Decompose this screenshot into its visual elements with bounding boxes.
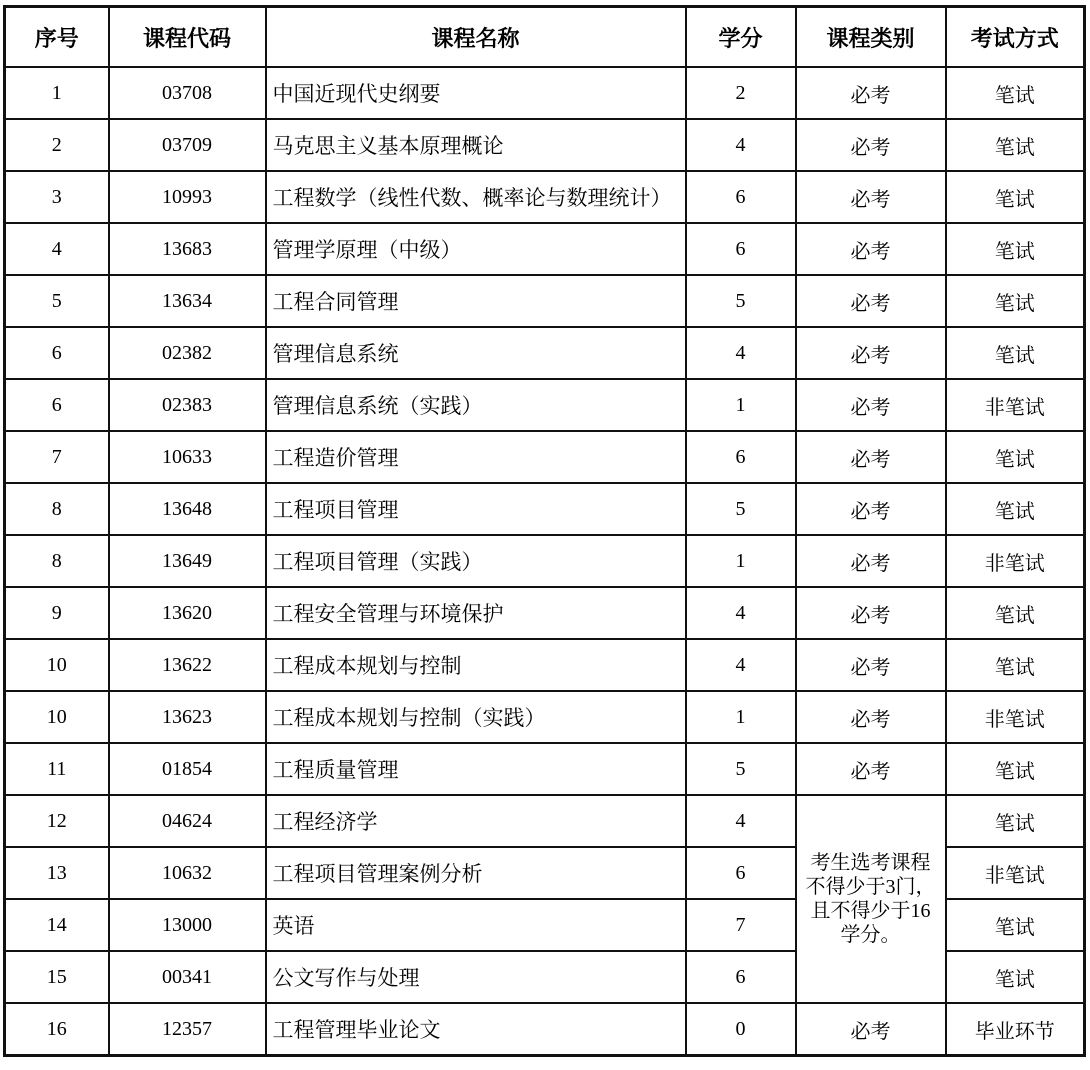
cell-seq: 6	[5, 327, 109, 379]
cell-credits: 5	[686, 483, 796, 535]
cell-seq: 9	[5, 587, 109, 639]
cell-name: 工程质量管理	[266, 743, 686, 795]
cell-credits: 1	[686, 535, 796, 587]
cell-code: 10633	[109, 431, 266, 483]
cell-seq: 12	[5, 795, 109, 847]
table-row	[5, 431, 1085, 483]
cell-code: 12357	[109, 1003, 266, 1056]
cell-credits: 4	[686, 639, 796, 691]
cell-credits: 6	[686, 431, 796, 483]
cell-seq: 5	[5, 275, 109, 327]
cell-category: 必考	[796, 171, 946, 223]
cell-category: 必考	[796, 1003, 946, 1056]
cell-code: 04624	[109, 795, 266, 847]
cell-exam: 笔试	[946, 67, 1085, 119]
cell-name: 工程成本规划与控制	[266, 639, 686, 691]
cell-exam: 笔试	[946, 119, 1085, 171]
cell-credits: 4	[686, 587, 796, 639]
cell-exam: 非笔试	[946, 691, 1085, 743]
header-credits: 学分	[686, 7, 796, 68]
cell-category: 必考	[796, 639, 946, 691]
table-row	[5, 379, 1085, 431]
cell-seq: 16	[5, 1003, 109, 1056]
cell-seq: 10	[5, 691, 109, 743]
cell-credits: 4	[686, 119, 796, 171]
header-row	[5, 7, 1085, 68]
cell-category: 必考	[796, 119, 946, 171]
cell-name: 工程项目管理	[266, 483, 686, 535]
table-row	[5, 639, 1085, 691]
cell-category: 必考	[796, 275, 946, 327]
table-row	[5, 587, 1085, 639]
cell-name: 英语	[266, 899, 686, 951]
cell-code: 13648	[109, 483, 266, 535]
cell-exam: 笔试	[946, 951, 1085, 1003]
cell-exam: 笔试	[946, 639, 1085, 691]
table-row	[5, 535, 1085, 587]
table-row	[5, 327, 1085, 379]
cell-exam: 笔试	[946, 327, 1085, 379]
cell-seq: 7	[5, 431, 109, 483]
cell-seq: 10	[5, 639, 109, 691]
cell-name: 工程项目管理（实践）	[266, 535, 686, 587]
cell-exam: 笔试	[946, 899, 1085, 951]
cell-code: 13634	[109, 275, 266, 327]
cell-category: 必考	[796, 587, 946, 639]
cell-exam: 非笔试	[946, 535, 1085, 587]
cell-credits: 1	[686, 691, 796, 743]
cell-category: 必考	[796, 67, 946, 119]
header-category: 课程类别	[796, 7, 946, 68]
cell-seq: 15	[5, 951, 109, 1003]
cell-seq: 13	[5, 847, 109, 899]
cell-code: 03709	[109, 119, 266, 171]
cell-credits: 2	[686, 67, 796, 119]
cell-name: 中国近现代史纲要	[266, 67, 686, 119]
cell-seq: 2	[5, 119, 109, 171]
cell-category: 必考	[796, 379, 946, 431]
course-table	[3, 5, 1086, 1057]
cell-seq: 1	[5, 67, 109, 119]
cell-name: 马克思主义基本原理概论	[266, 119, 686, 171]
cell-credits: 6	[686, 847, 796, 899]
cell-seq: 8	[5, 535, 109, 587]
cell-code: 02383	[109, 379, 266, 431]
cell-category: 必考	[796, 431, 946, 483]
table-row	[5, 743, 1085, 795]
cell-code: 13000	[109, 899, 266, 951]
cell-exam: 非笔试	[946, 379, 1085, 431]
cell-code: 13620	[109, 587, 266, 639]
cell-name: 公文写作与处理	[266, 951, 686, 1003]
cell-name: 工程安全管理与环境保护	[266, 587, 686, 639]
header-exam: 考试方式	[946, 7, 1085, 68]
cell-name: 工程管理毕业论文	[266, 1003, 686, 1056]
table-row	[5, 275, 1085, 327]
cell-exam: 笔试	[946, 431, 1085, 483]
table-row	[5, 223, 1085, 275]
cell-category: 必考	[796, 223, 946, 275]
cell-exam: 非笔试	[946, 847, 1085, 899]
cell-exam: 笔试	[946, 743, 1085, 795]
cell-code: 13683	[109, 223, 266, 275]
header-code: 课程代码	[109, 7, 266, 68]
cell-category: 必考	[796, 691, 946, 743]
cell-credits: 1	[686, 379, 796, 431]
cell-exam: 笔试	[946, 275, 1085, 327]
cell-credits: 0	[686, 1003, 796, 1056]
cell-seq: 4	[5, 223, 109, 275]
header-name: 课程名称	[266, 7, 686, 68]
cell-exam: 笔试	[946, 223, 1085, 275]
cell-code: 10993	[109, 171, 266, 223]
table-row	[5, 483, 1085, 535]
cell-credits: 4	[686, 327, 796, 379]
table-header	[5, 7, 1085, 68]
cell-exam: 笔试	[946, 483, 1085, 535]
cell-category: 必考	[796, 535, 946, 587]
cell-name: 工程造价管理	[266, 431, 686, 483]
table-row	[5, 67, 1085, 119]
cell-code: 10632	[109, 847, 266, 899]
cell-seq: 14	[5, 899, 109, 951]
table-body	[5, 67, 1085, 1056]
cell-code: 03708	[109, 67, 266, 119]
header-seq: 序号	[5, 7, 109, 68]
cell-code: 00341	[109, 951, 266, 1003]
cell-credits: 5	[686, 743, 796, 795]
cell-credits: 6	[686, 223, 796, 275]
elective-note: 考生选考课程不得少于3门，且不得少于16学分。	[796, 795, 946, 1003]
cell-name: 工程合同管理	[266, 275, 686, 327]
cell-name: 管理学原理（中级）	[266, 223, 686, 275]
table-row	[5, 1003, 1085, 1056]
cell-exam: 笔试	[946, 587, 1085, 639]
cell-exam: 笔试	[946, 795, 1085, 847]
cell-seq: 3	[5, 171, 109, 223]
cell-name: 工程成本规划与控制（实践）	[266, 691, 686, 743]
cell-seq: 6	[5, 379, 109, 431]
cell-seq: 11	[5, 743, 109, 795]
cell-category: 必考	[796, 327, 946, 379]
cell-name: 工程经济学	[266, 795, 686, 847]
cell-seq: 8	[5, 483, 109, 535]
table-row	[5, 691, 1085, 743]
cell-credits: 6	[686, 951, 796, 1003]
table-row	[5, 171, 1085, 223]
cell-credits: 5	[686, 275, 796, 327]
cell-credits: 7	[686, 899, 796, 951]
cell-name: 工程项目管理案例分析	[266, 847, 686, 899]
cell-name: 管理信息系统	[266, 327, 686, 379]
cell-code: 13623	[109, 691, 266, 743]
cell-code: 13649	[109, 535, 266, 587]
cell-category: 必考	[796, 743, 946, 795]
cell-credits: 4	[686, 795, 796, 847]
cell-name: 工程数学（线性代数、概率论与数理统计）	[266, 171, 686, 223]
cell-credits: 6	[686, 171, 796, 223]
cell-exam: 笔试	[946, 171, 1085, 223]
cell-exam: 毕业环节	[946, 1003, 1085, 1056]
cell-category: 必考	[796, 483, 946, 535]
table-row	[5, 119, 1085, 171]
cell-name: 管理信息系统（实践）	[266, 379, 686, 431]
cell-code: 13622	[109, 639, 266, 691]
table-row	[5, 795, 1085, 847]
cell-code: 02382	[109, 327, 266, 379]
cell-code: 01854	[109, 743, 266, 795]
